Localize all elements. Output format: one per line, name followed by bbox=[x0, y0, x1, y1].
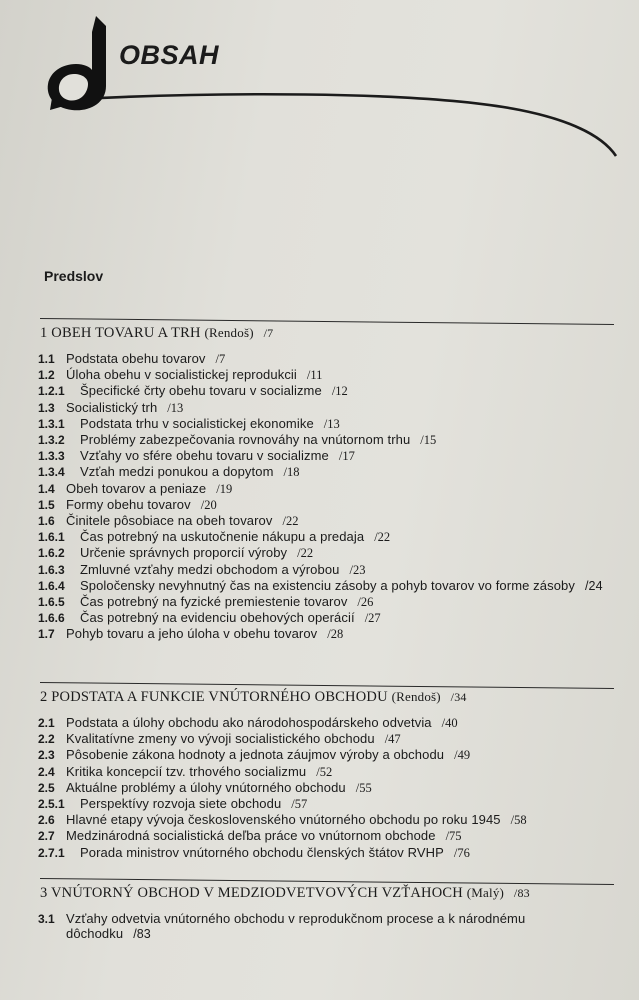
toc-entry bbox=[38, 578, 618, 594]
chapter-title bbox=[40, 325, 618, 342]
entry-title: Podstata obehu tovarov bbox=[66, 351, 206, 366]
entry-title: Vzťah medzi ponukou a dopytom bbox=[80, 464, 274, 480]
entry-page: /55 bbox=[355, 780, 372, 795]
toc-entry bbox=[38, 448, 618, 464]
entry-number: 1.6 bbox=[38, 514, 55, 529]
entry-number: 1.7 bbox=[38, 627, 55, 642]
chapter-heading: 3 VNÚTORNÝ OBCHOD V MEDZIODVETVOVÝCH VZŤAHOCH bbox=[40, 885, 463, 901]
toc-entry bbox=[38, 610, 618, 626]
entry-title: Určenie správnych proporcií výroby bbox=[80, 545, 288, 561]
toc-entry bbox=[38, 911, 618, 942]
toc-entry bbox=[38, 383, 618, 399]
entry-number: 3.1 bbox=[38, 912, 55, 926]
entry-page: /49 bbox=[454, 748, 471, 763]
entry-title: Socialistický trh bbox=[66, 399, 158, 415]
entry-page: /24 bbox=[584, 578, 603, 593]
entry-page: /19 bbox=[216, 481, 233, 496]
entry-title: Kvalitatívne zmeny vo vývoji socialistického obchodu bbox=[66, 731, 375, 747]
entry-number: 2.5.1 bbox=[38, 797, 65, 812]
entry-number: 1.3.2 bbox=[38, 433, 65, 448]
entry-title: Úloha obehu v socialistickej reprodukcii bbox=[66, 367, 297, 383]
toc-entry bbox=[38, 529, 618, 545]
entry-title: Podstata trhu v socialistickej ekonomike bbox=[80, 415, 314, 431]
toc-entry bbox=[38, 812, 618, 828]
entry-page: /22 bbox=[374, 530, 391, 545]
entry-title: Kritika koncepcií tzv. trhového socializmu bbox=[66, 763, 307, 779]
chapter-heading: 2 PODSTATA A FUNKCIE VNÚTORNÉHO OBCHODU bbox=[40, 689, 388, 705]
contents-header bbox=[0, 0, 639, 170]
toc-entry bbox=[38, 828, 618, 844]
chapter-divider bbox=[40, 318, 614, 325]
toc-entry bbox=[38, 545, 618, 561]
toc-entry bbox=[38, 731, 618, 747]
chapter-page: /83 bbox=[513, 886, 530, 900]
toc-list bbox=[38, 911, 618, 942]
toc-entry bbox=[38, 715, 618, 731]
chapter-3 bbox=[38, 878, 618, 942]
toc-entry bbox=[38, 497, 618, 513]
entry-number: 2.5 bbox=[38, 780, 55, 795]
entry-number: 2.7.1 bbox=[38, 845, 65, 860]
preface-entry: Predslov bbox=[44, 268, 104, 284]
entry-number: 1.5 bbox=[38, 497, 55, 512]
entry-page: /23 bbox=[349, 562, 366, 577]
entry-page: /40 bbox=[441, 716, 458, 730]
toc-entry bbox=[38, 432, 618, 448]
entry-page: /57 bbox=[291, 797, 308, 812]
entry-page: /47 bbox=[384, 732, 401, 747]
entry-title-wrapped bbox=[80, 578, 618, 594]
entry-title: Obeh tovarov a peniaze bbox=[66, 480, 207, 496]
chapter-heading: 1 OBEH TOVARU A TRH bbox=[40, 325, 201, 341]
entry-page: /7 bbox=[215, 352, 226, 366]
toc-entry bbox=[38, 400, 618, 416]
toc-entry bbox=[38, 351, 618, 367]
entry-title: Porada ministrov vnútorného obchodu členských štátov RVHP bbox=[80, 844, 444, 860]
entry-number: 1.6.1 bbox=[38, 530, 65, 545]
toc-list bbox=[38, 351, 618, 643]
entry-title: Podstata a úlohy obchodu ako národohospodárskeho odvetvia bbox=[66, 715, 432, 730]
entry-number: 2.6 bbox=[38, 813, 55, 828]
entry-number: 1.6.5 bbox=[38, 595, 65, 610]
toc-entry bbox=[38, 845, 618, 861]
entry-number: 1.3.3 bbox=[38, 449, 65, 464]
entry-page: /83 bbox=[133, 927, 151, 942]
entry-number: 1.6.2 bbox=[38, 546, 65, 561]
entry-number: 2.7 bbox=[38, 829, 55, 844]
entry-page: /17 bbox=[338, 449, 355, 464]
entry-title: Formy obehu tovarov bbox=[66, 496, 191, 512]
entry-title: Vzťahy odvetvia vnútorného obchodu v reprodukčnom procese a k národnému dôchodku bbox=[66, 911, 526, 942]
entry-page: /18 bbox=[283, 465, 300, 480]
toc-entry bbox=[38, 626, 618, 642]
entry-title: Zmluvné vzťahy medzi obchodom a výrobou bbox=[80, 561, 340, 577]
entry-title: Aktuálne problémy a úlohy vnútorného obchodu bbox=[66, 779, 346, 795]
entry-page: /13 bbox=[167, 400, 184, 415]
chapter-author: (Malý) bbox=[466, 885, 505, 900]
entry-title: Čas potrebný na uskutočnenie nákupu a predaja bbox=[80, 529, 365, 545]
entry-page: /76 bbox=[453, 845, 470, 860]
entry-title: Činitele pôsobiace na obeh tovarov bbox=[66, 513, 273, 529]
chapter-1 bbox=[38, 318, 618, 643]
entry-title: Hlavné etapy vývoja československého vnútorného obchodu po roku 1945 bbox=[66, 812, 501, 828]
toc-entry bbox=[38, 747, 618, 763]
chapter-2 bbox=[38, 682, 618, 861]
stylized-d-logo-icon bbox=[44, 12, 114, 112]
entry-title: Čas potrebný na evidenciu obehových operácií bbox=[80, 610, 355, 626]
entry-number: 2.1 bbox=[38, 716, 55, 730]
entry-number: 1.3.1 bbox=[38, 416, 65, 431]
entry-page: /75 bbox=[445, 829, 462, 844]
toc-entry bbox=[38, 796, 618, 812]
entry-number: 2.4 bbox=[38, 764, 55, 779]
toc-entry bbox=[38, 464, 618, 480]
entry-page: /12 bbox=[331, 384, 348, 399]
entry-title: Čas potrebný na fyzické premiestenie tovarov bbox=[80, 594, 348, 610]
entry-page: /22 bbox=[282, 514, 299, 529]
toc-entry bbox=[38, 562, 618, 578]
entry-page: /13 bbox=[323, 416, 340, 431]
chapter-author: (Rendoš) bbox=[391, 689, 441, 704]
entry-page: /11 bbox=[306, 368, 323, 383]
entry-number: 1.3 bbox=[38, 400, 55, 415]
toc-entry bbox=[38, 780, 618, 796]
chapter-divider bbox=[40, 878, 614, 885]
contents-title: OBSAH bbox=[119, 40, 220, 70]
toc-entry bbox=[38, 764, 618, 780]
chapter-title bbox=[40, 885, 618, 902]
entry-title: Spoločensky nevyhnutný čas na existenciu zásoby a pohyb tovarov vo forme zásoby bbox=[80, 577, 575, 593]
chapter-page: /34 bbox=[450, 690, 467, 704]
toc-entry bbox=[38, 416, 618, 432]
entry-title: Perspektívy rozvoja siete obchodu bbox=[80, 796, 282, 812]
toc-list bbox=[38, 715, 618, 861]
entry-title: Pohyb tovaru a jeho úloha v obehu tovarov bbox=[66, 626, 318, 642]
entry-number: 1.6.3 bbox=[38, 562, 65, 577]
entry-number: 1.2.1 bbox=[38, 384, 65, 399]
entry-number: 1.1 bbox=[38, 352, 55, 366]
entry-number: 1.3.4 bbox=[38, 465, 65, 480]
toc-entry bbox=[38, 594, 618, 610]
entry-title-wrapped bbox=[66, 911, 606, 942]
entry-page: /15 bbox=[420, 433, 437, 448]
entry-number: 2.2 bbox=[38, 732, 55, 747]
chapter-author: (Rendoš) bbox=[204, 325, 254, 340]
entry-number: 1.4 bbox=[38, 481, 55, 496]
entry-page: /27 bbox=[364, 611, 381, 626]
entry-number: 1.2 bbox=[38, 368, 55, 383]
entry-page: /22 bbox=[297, 546, 314, 561]
toc-entry bbox=[38, 367, 618, 383]
entry-number: 1.6.4 bbox=[38, 578, 65, 593]
entry-title: Problémy zabezpečovania rovnováhy na vnútornom trhu bbox=[80, 432, 411, 448]
entry-title: Špecifické črty obehu tovaru v socializme bbox=[80, 383, 322, 399]
entry-page: /20 bbox=[200, 497, 217, 512]
entry-number: 2.3 bbox=[38, 748, 55, 763]
entry-page: /28 bbox=[327, 627, 344, 642]
chapter-divider bbox=[40, 682, 614, 689]
chapter-title bbox=[40, 689, 618, 706]
entry-page: /52 bbox=[316, 764, 333, 779]
entry-page: /58 bbox=[510, 813, 527, 828]
entry-title: Medzinárodná socialistická deľba práce vo vnútornom obchode bbox=[66, 828, 436, 844]
toc-entry bbox=[38, 481, 618, 497]
entry-page: /26 bbox=[357, 595, 374, 610]
entry-title: Vzťahy vo sfére obehu tovaru v socializme bbox=[80, 448, 329, 464]
entry-title: Pôsobenie zákona hodnoty a jednota záujmov výroby a obchodu bbox=[66, 747, 445, 763]
chapter-page: /7 bbox=[263, 326, 274, 340]
entry-number: 1.6.6 bbox=[38, 611, 65, 626]
toc-entry bbox=[38, 513, 618, 529]
